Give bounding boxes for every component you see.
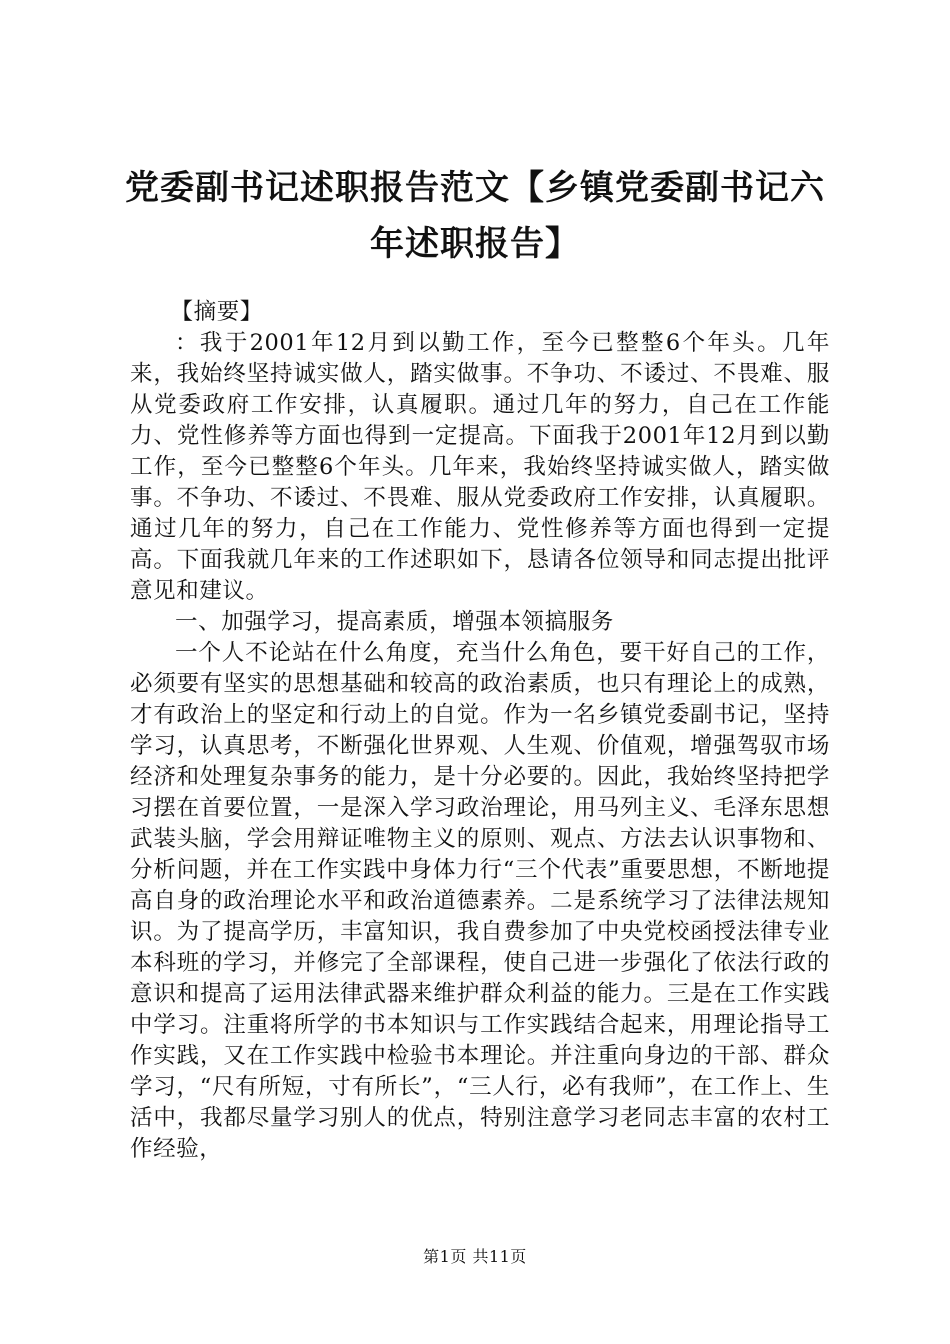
- document-body: [130, 297, 830, 1165]
- section-heading-1: 一、加强学习，提高素质，增强本领搞服务: [175, 609, 614, 635]
- document-title: 党委副书记述职报告范文【乡镇党委副书记六年述职报告】: [125, 168, 825, 264]
- abstract-heading: 【摘要】: [170, 299, 263, 325]
- body-paragraph: 一个人不论站在什么角度，充当什么角色，要干好自己的工作，必须要有坚实的思想基础和较高的政治素质，也只有理论上的成熟，才有政治上的坚定和行动上的自觉。作为一名乡镇党委副书记，坚持学习，认真思考，不断强化世界观、人生观、价值观，增强驾驭市场经济和处理复杂事务的能力，是十分必要的。因此，我始终坚持把学习摆在首要位置，一是深入学习政治理论，用马列主义、毛泽东思想武装头脑，学会用辩证唯物主义的原则、观点、方法去认识事物和、分析问题，并在工作实践中身体力行“三个代表”重要思想，不断地提高自身的政治理论水平和政治道德素养。二是系统学习了法律法规知识。为了提高学历，丰富知识，我自费参加了中央党校函授法律专业本科班的学习，并修完了全部课程，使自己进一步强化了依法行政的意识和提高了运用法律武器来维护群众利益的能力。三是在工作实践中学习。注重将所学的书本知识与工作实践结合起来，用理论指导工作实践，又在工作实践中检验书本理论。并注重向身边的干部、群众学习，“尺有所短，寸有所长”，“三人行，必有我师”，在工作上、生活中，我都尽量学习别人的优点，特别注意学习老同志丰富的农村工作经验，: [130, 640, 830, 1162]
- page-footer: 第1页 共11页: [423, 1247, 527, 1266]
- abstract-paragraph: ：我于2001年12月到以勤工作，至今已整整6个年头。几年来，我始终坚持诚实做人，踏实做事。不争功、不诿过、不畏难、服从党委政府工作安排，认真履职。通过几年的努力，自己在工作能力、党性修养等方面也得到一定提高。下面我于2001年12月到以勤工作，至今已整整6个年头。几年来，我始终坚持诚实做人，踏实做事。不争功、不诿过、不畏难、服从党委政府工作安排，认真履职。通过几年的努力，自己在工作能力、党性修养等方面也得到一定提高。下面我就几年来的工作述职如下，恳请各位领导和同志提出批评意见和建议。: [130, 330, 830, 604]
